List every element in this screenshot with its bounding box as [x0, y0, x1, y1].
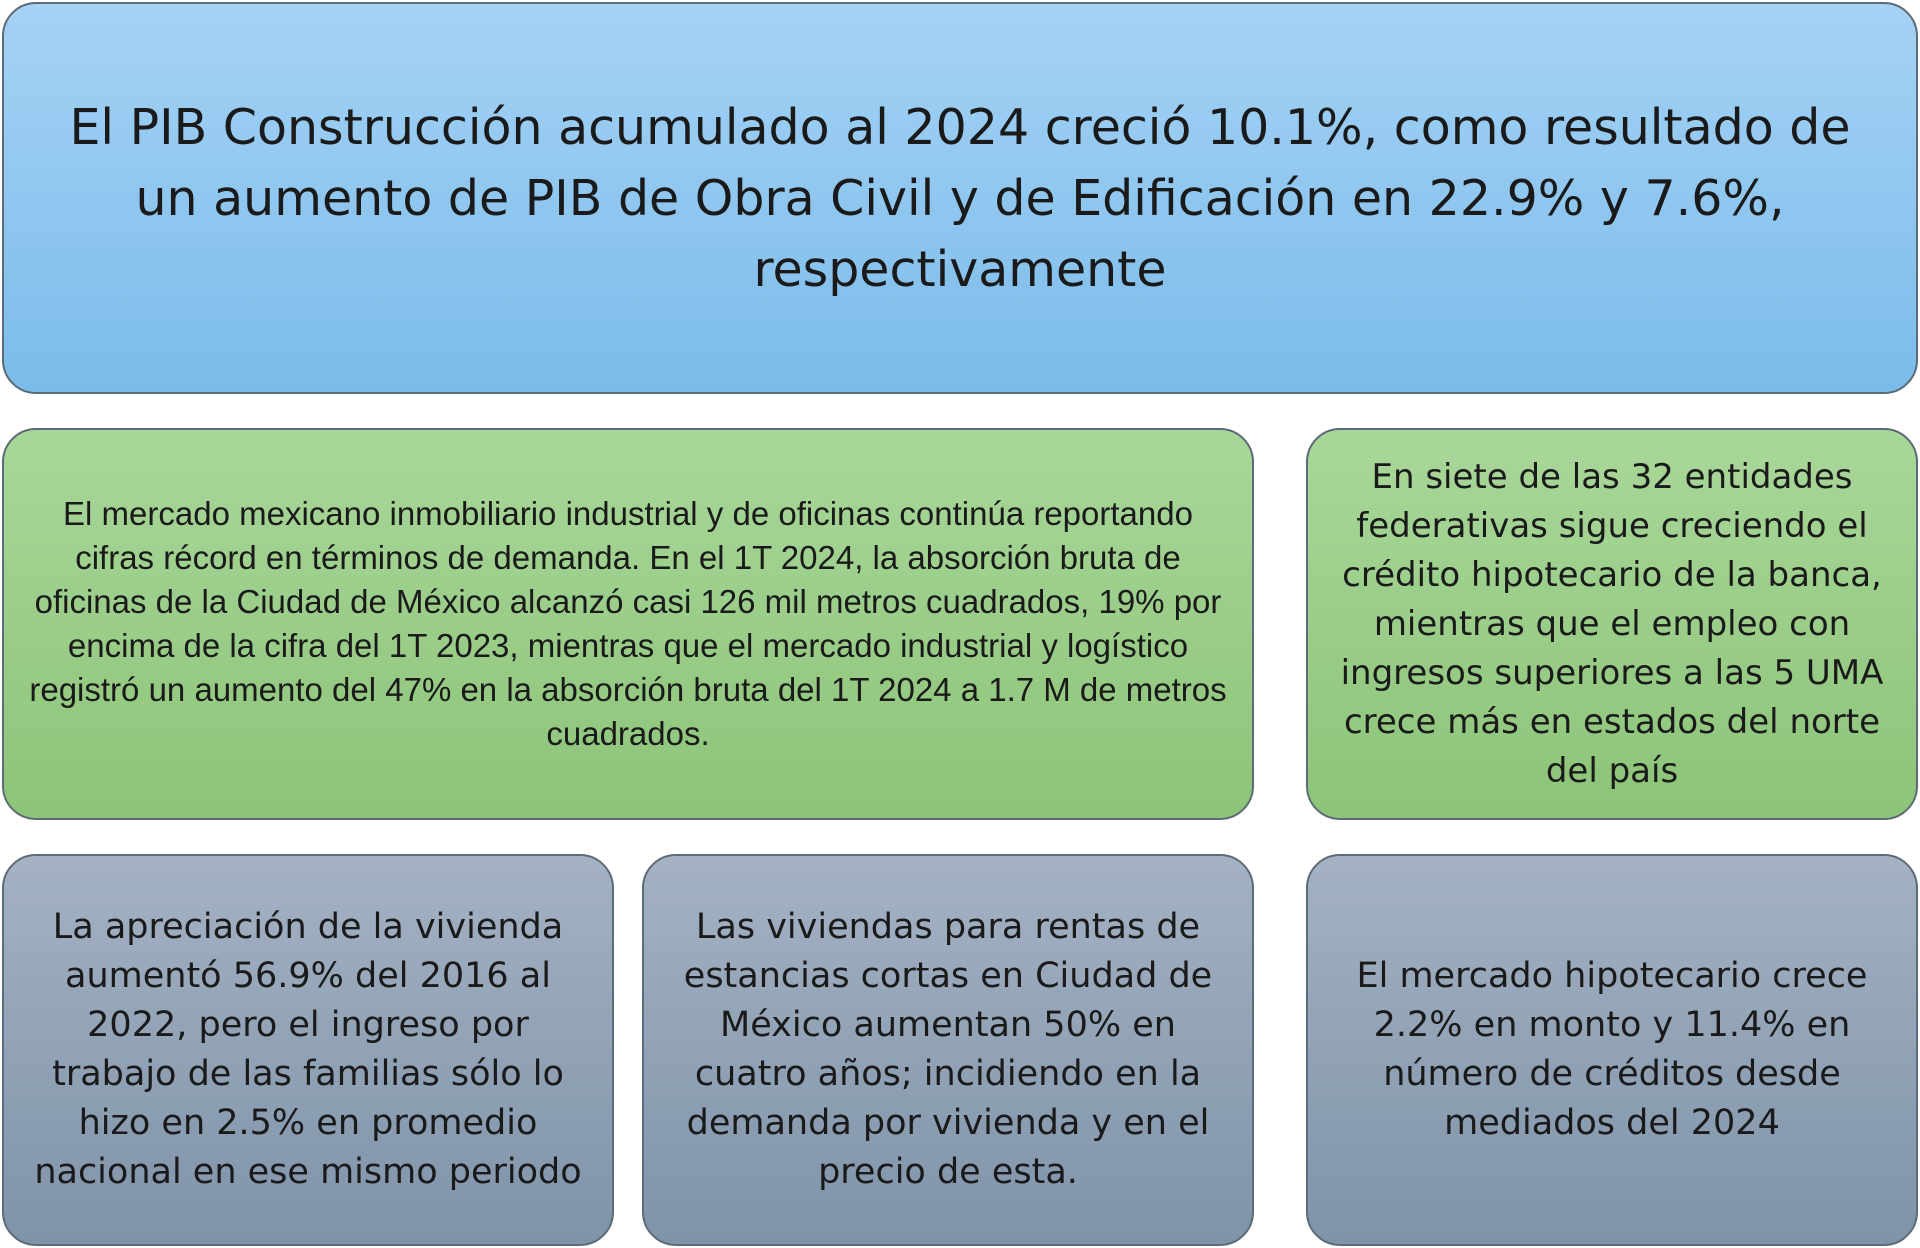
- short-term-rentals-box: [642, 854, 1254, 1246]
- housing-appreciation-text: La apreciación de la vivienda aumentó 56.9% del 2016 al 2022, pero el ingreso por trabajo de las familias sólo lo hizo en 2.5% en promedio nacional en ese mismo periodo: [34, 907, 582, 1192]
- industrial-office-market-text: El mercado mexicano inmobiliario industrial y de oficinas continúa reportando cifras récord en términos de demanda. En el 1T 2024, la absorción bruta de oficinas de la Ciudad de México alcanzó casi 126 mil metros cuadrados, 19% por encima de la cifra del 1T 2023, mientras que el mercado industrial y logístico registró un aumento del 47% en la absorción bruta del 1T 2024 a 1.7 M de metros cuadrados.: [29, 495, 1227, 752]
- mortgage-market-text: El mercado hipotecario crece 2.2% en monto y 11.4% en número de créditos desde mediados del 2024: [1356, 956, 1868, 1143]
- headline-text: El PIB Construcción acumulado al 2024 creció 10.1%, como resultado de un aumento de PIB de Obra Civil y de Edificación en 22.9% y 7.6%, respectivamente: [69, 98, 1851, 298]
- mortgage-market-box: [1306, 854, 1918, 1246]
- industrial-office-market-box: [2, 428, 1254, 820]
- headline-box: [2, 2, 1918, 394]
- mortgage-credit-states-text: En siete de las 32 entidades federativas sigue creciendo el crédito hipotecario de la banca, mientras que el empleo con ingresos superiores a las 5 UMA crece más en estados del norte del país: [1340, 456, 1884, 791]
- short-term-rentals-text: Las viviendas para rentas de estancias cortas en Ciudad de México aumentan 50% en cuatro años; incidiendo en la demanda por vivienda y en el precio de esta.: [683, 907, 1213, 1192]
- housing-appreciation-box: [2, 854, 614, 1246]
- mortgage-credit-states-box: [1306, 428, 1918, 820]
